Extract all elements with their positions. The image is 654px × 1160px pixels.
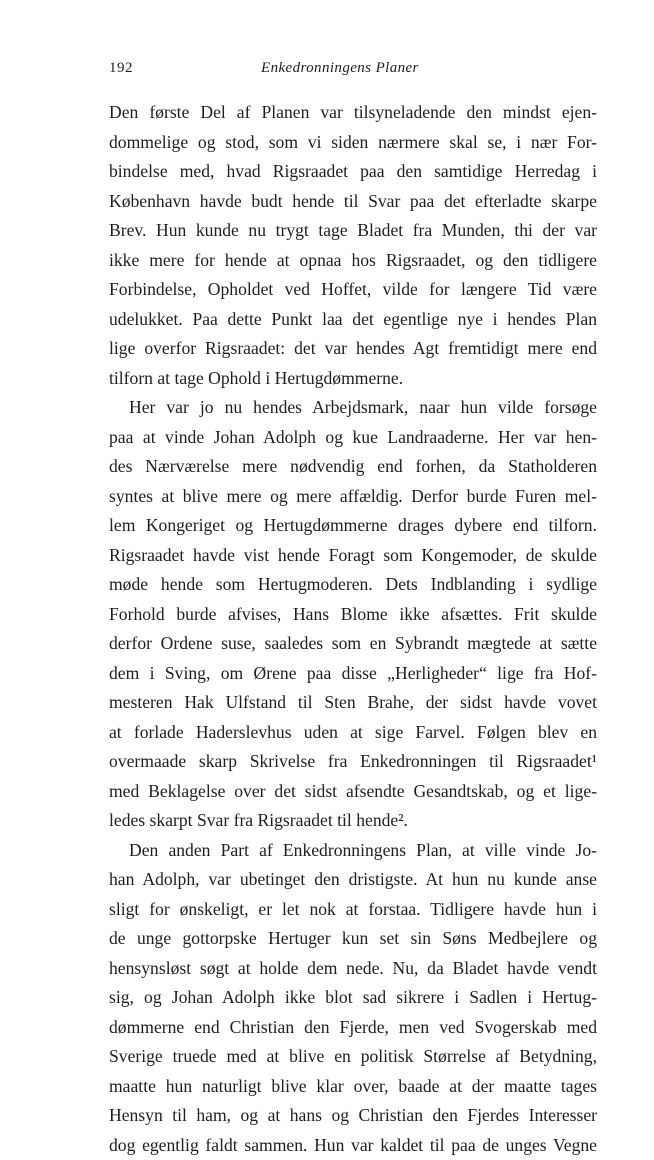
text-line: des Nærværelse mere nødvendig end forhen, da Statholderen <box>109 452 597 482</box>
text-line: Hensyn til ham, og at hans og Christian den Fjerdes Interesser <box>109 1101 597 1131</box>
text-line: Sverige truede med at blive en politisk Størrelse af Betydning, <box>109 1042 597 1072</box>
text-line: dommelige og stod, som vi siden nærmere skal se, i nær For- <box>109 128 597 158</box>
text-line: Forhold burde afvises, Hans Blome ikke afsættes. Frit skulde <box>109 600 597 630</box>
text-line: hensynsløst søgt at holde dem nede. Nu, da Bladet havde vendt <box>109 954 597 984</box>
page-number: 192 <box>109 58 133 78</box>
text-line: ledes skarpt Svar fra Rigsraadet til hende². <box>109 806 597 836</box>
text-line: dømmerne end Christian den Fjerde, men ved Svogerskab med <box>109 1013 597 1043</box>
text-line: Brev. Hun kunde nu trygt tage Bladet fra Munden, thi der var <box>109 216 597 246</box>
text-line: de unge gottorpske Hertuger kun set sin Søns Medbejlere og <box>109 924 597 954</box>
text-line: Rigsraadet havde vist hende Foragt som Kongemoder, de skulde <box>109 541 597 571</box>
text-line: København havde budt hende til Svar paa det efterladte skarpe <box>109 187 597 217</box>
running-head <box>109 58 597 78</box>
text-line: ikke mere for hende at opnaa hos Rigsraadet, og den tidligere <box>109 246 597 276</box>
text-line: dog egentlig faldt sammen. Hun var kaldet til paa de unges Vegne <box>109 1131 597 1160</box>
text-line: møde hende som Hertugmoderen. Dets Indblanding i sydlige <box>109 570 597 600</box>
text-line: Den anden Part af Enkedronningens Plan, at ville vinde Jo- <box>109 836 597 866</box>
text-line: derfor Ordene suse, saaledes som en Sybrandt mægtede at sætte <box>109 629 597 659</box>
body-text <box>109 98 597 1160</box>
text-line: udelukket. Paa dette Punkt laa det egentlige nye i hendes Plan <box>109 305 597 335</box>
text-line: dem i Sving, om Ørene paa disse „Herligheder“ lige fra Hof- <box>109 659 597 689</box>
text-line: paa at vinde Johan Adolph og kue Landraaderne. Her var hen- <box>109 423 597 453</box>
text-line: med Beklagelse over det sidst afsendte Gesandtskab, og et lige- <box>109 777 597 807</box>
text-line: Her var jo nu hendes Arbejdsmark, naar hun vilde forsøge <box>109 393 597 423</box>
text-line: bindelse med, hvad Rigsraadet paa den samtidige Herredag i <box>109 157 597 187</box>
text-line: lem Kongeriget og Hertugdømmerne drages dybere end tilforn. <box>109 511 597 541</box>
text-line: han Adolph, var ubetinget den dristigste. At hun nu kunde anse <box>109 865 597 895</box>
running-title: Enkedronningens Planer <box>261 58 419 78</box>
text-line: Forbindelse, Opholdet ved Hoffet, vilde for længere Tid være <box>109 275 597 305</box>
text-line: syntes at blive mere og mere affældig. Derfor burde Furen mel- <box>109 482 597 512</box>
text-line: tilforn at tage Ophold i Hertugdømmerne. <box>109 364 597 394</box>
text-line: Den første Del af Planen var tilsyneladende den mindst ejen- <box>109 98 597 128</box>
text-line: sig, og Johan Adolph ikke blot sad sikrere i Sadlen i Hertug- <box>109 983 597 1013</box>
text-line: lige overfor Rigsraadet: det var hendes Agt fremtidigt mere end <box>109 334 597 364</box>
text-line: sligt for ønskeligt, er let nok at forstaa. Tidligere havde hun i <box>109 895 597 925</box>
text-line: mesteren Hak Ulfstand til Sten Brahe, der sidst havde vovet <box>109 688 597 718</box>
text-line: at forlade Haderslevhus uden at sige Farvel. Følgen blev en <box>109 718 597 748</box>
text-line: overmaade skarp Skrivelse fra Enkedronningen til Rigsraadet¹ <box>109 747 597 777</box>
text-line: maatte hun naturligt blive klar over, baade at der maatte tages <box>109 1072 597 1102</box>
